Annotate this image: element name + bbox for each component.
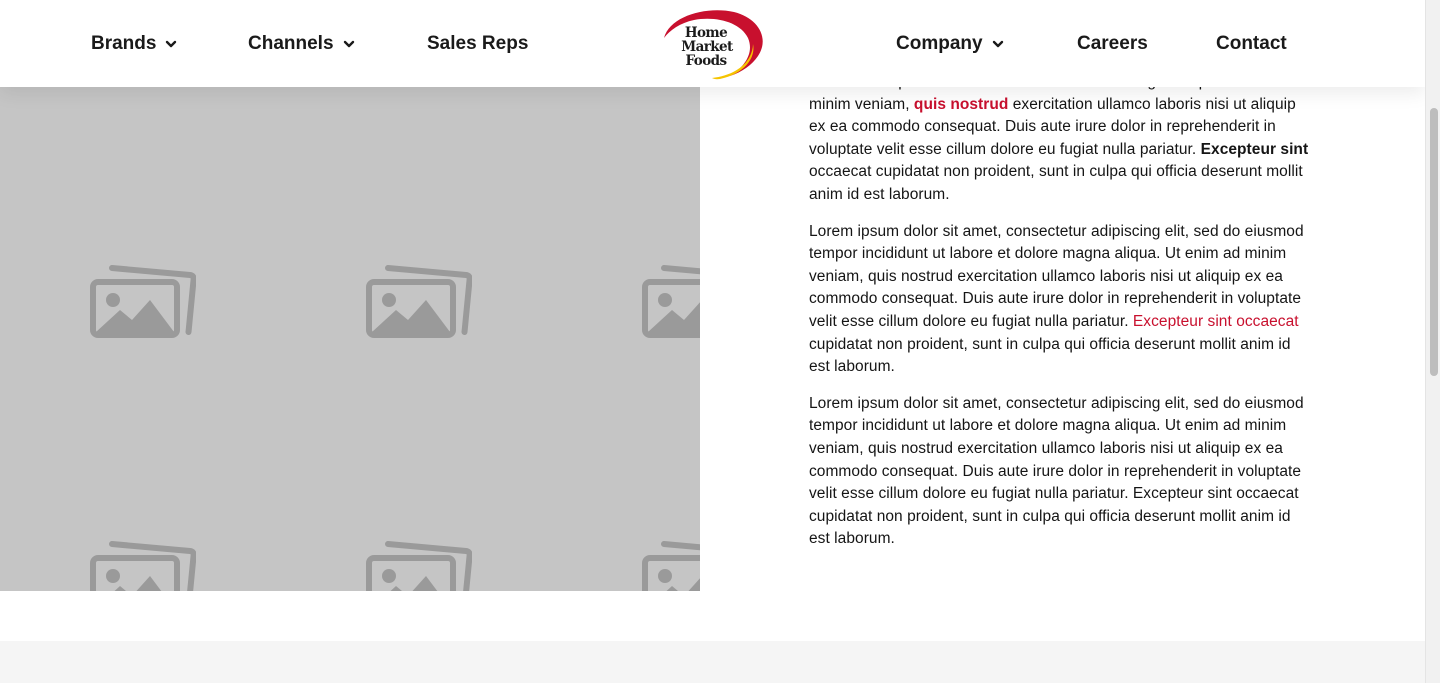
excepteur-sint-occaecat-link[interactable]: Excepteur sint occaecat xyxy=(1132,312,1299,330)
nav-company[interactable] xyxy=(896,31,1004,57)
image-placeholder-icon xyxy=(90,260,196,340)
vertical-scrollbar[interactable] xyxy=(1425,0,1440,683)
quis-nostrud-link[interactable]: quis nostrud xyxy=(913,95,1009,113)
scrollbar-thumb[interactable] xyxy=(1430,108,1438,376)
site-header xyxy=(0,0,1425,87)
home-market-foods-logo[interactable] xyxy=(660,8,766,80)
paragraph-1-text-start: minim veniam, xyxy=(809,95,910,113)
paragraph-1-text-middle: exercitation ullamco laboris nisi ut aliquip ex ea commodo consequat. Duis aute irure dolor in reprehenderit in voluptate velit esse cillum dolore eu fugiat nulla pariatur. xyxy=(809,95,1296,158)
image-placeholder-icon xyxy=(366,536,472,591)
paragraph-2-text-start: Lorem ipsum dolor sit amet, consectetur adipiscing elit, sed do eiusmod tempor incididunt ut labore et dolore magna aliqua. Ut enim ad minim veniam, quis nostrud exercitation ullamco laboris nisi ut aliquip ex ea commodo consequat. Duis aute irure dolor in reprehenderit in voluptate velit esse cillum dolore eu fugiat nulla pariatur. xyxy=(809,222,1304,330)
image-placeholder-icon xyxy=(642,260,700,340)
chevron-down-icon xyxy=(343,38,355,50)
image-placeholder-icon xyxy=(90,536,196,591)
paragraph-2 xyxy=(809,221,1309,379)
image-placeholder-icon xyxy=(642,536,700,591)
nav-channels[interactable] xyxy=(248,31,355,57)
nav-contact[interactable] xyxy=(1216,31,1287,57)
chevron-down-icon xyxy=(992,38,1004,50)
footer-band xyxy=(0,641,1425,683)
image-placeholder-icon xyxy=(366,260,472,340)
nav-channels-label: Channels xyxy=(248,33,334,54)
logo-word-foods: Foods xyxy=(685,53,727,69)
nav-brands-label: Brands xyxy=(91,33,157,54)
nav-sales-reps-label: Sales Reps xyxy=(427,33,529,54)
nav-careers-label: Careers xyxy=(1077,33,1148,54)
logo-word-home: Home xyxy=(684,25,728,41)
paragraph-1-text-end: occaecat cupidatat non proident, sunt in culpa qui officia deserunt mollit anim id est laborum. xyxy=(809,163,1303,203)
chevron-down-icon xyxy=(165,38,177,50)
logo-word-market: Market xyxy=(681,39,733,55)
paragraph-1 xyxy=(809,71,1309,207)
nav-careers[interactable] xyxy=(1077,31,1148,57)
image-placeholder-panel xyxy=(0,87,700,591)
body-text xyxy=(809,71,1309,565)
nav-sales-reps[interactable] xyxy=(427,31,528,57)
nav-brands[interactable] xyxy=(91,31,177,57)
paragraph-3: Lorem ipsum dolor sit amet, consectetur adipiscing elit, sed do eiusmod tempor incididunt ut labore et dolore magna aliqua. Ut enim ad minim veniam, quis nostrud exercitation ullamco laboris nisi ut aliquip ex ea commodo consequat. Duis aute irure dolor in reprehenderit in voluptate velit esse cillum dolore eu fugiat nulla pariatur. Excepteur sint occaecat cupidatat non proident, sunt in culpa qui officia deserunt mollit anim id est laborum. xyxy=(809,394,1304,548)
nav-contact-label: Contact xyxy=(1216,33,1287,54)
paragraph-1-bold-text: Excepteur sint xyxy=(1200,140,1309,158)
paragraph-2-text-end: cupidatat non proident, sunt in culpa qui officia deserunt mollit anim id est laborum. xyxy=(809,335,1291,376)
nav-company-label: Company xyxy=(896,33,983,54)
